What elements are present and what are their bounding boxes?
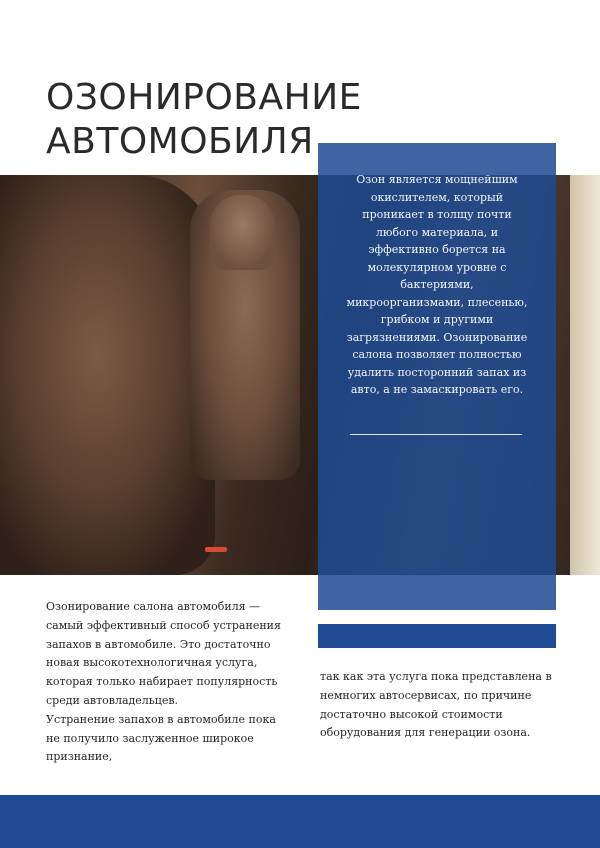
door-pillar (570, 175, 600, 575)
headrest (210, 195, 275, 270)
front-seat (0, 175, 215, 575)
floor-light (205, 547, 227, 552)
body-column-right (320, 668, 560, 743)
accent-strip (318, 624, 556, 648)
page-title (46, 76, 362, 164)
title-line-1: ОЗОНИРОВАНИЕ (46, 77, 362, 118)
body-column-left (46, 598, 291, 767)
body-paragraph-2: Устранение запахов в автомобиле пока не получило заслуженное широкое признание, (46, 712, 276, 764)
body-paragraph-3: так как эта услуга пока представлена в немногих автосервисах, по причине достаточно высокой стоимости оборудования для генерации озона. (320, 670, 552, 740)
title-line-2: АВТОМОБИЛЯ (46, 121, 314, 162)
footer-band (0, 795, 600, 848)
info-box-text: Озон является мощнейшим окислителем, который проникает в толщу почти любого материала, и эффективно борется на молекулярном уровне с бактериями, микроорганизмами, плесенью, грибком и другими загрязнениями. Озонирование салона позволяет полностью удалить посторонний запах из авто, а не замаскировать его. (346, 173, 528, 396)
info-box-divider (350, 434, 522, 435)
body-paragraph-1: Озонирование салона автомобиля — самый эффективный способ устранения запахов в автомобиле. Это достаточно новая высокотехнологичная услуга, которая только набирает популярность среди автовладельцев. (46, 600, 281, 707)
